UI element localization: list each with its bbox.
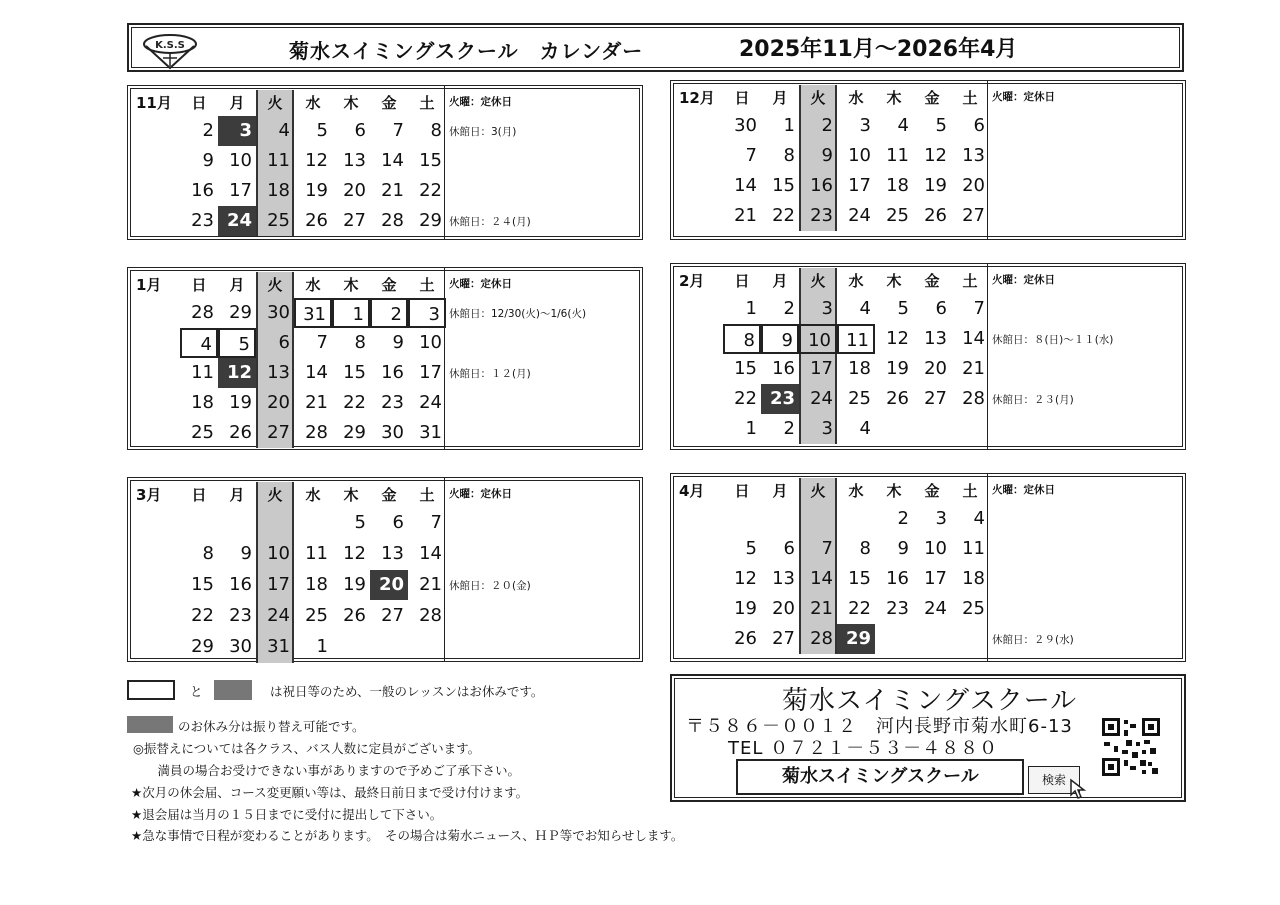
day-cell: 20	[962, 175, 985, 196]
day-cell: 28	[962, 388, 985, 409]
day-cell: 25	[305, 605, 328, 626]
day-cell: 4	[973, 508, 985, 529]
day-cell: 2	[783, 298, 795, 319]
day-cell: 20	[370, 570, 408, 600]
day-cell: 8	[859, 538, 871, 559]
school-info-box	[670, 674, 1186, 802]
tuesday-closed-note: 火曜：定休日	[992, 484, 1055, 496]
day-cell: 22	[343, 392, 366, 413]
logo-text: K.S.S	[155, 40, 185, 51]
day-cell: 15	[191, 574, 214, 595]
day-cell: 30	[267, 302, 290, 323]
day-cell: 14	[381, 150, 404, 171]
day-cell: 25	[267, 210, 290, 231]
day-cell: 21	[419, 574, 442, 595]
month-calendar-mar	[127, 477, 643, 662]
day-cell: 8	[430, 120, 442, 141]
closure-note: 休館日：3(月)	[449, 126, 517, 138]
day-cell: 16	[886, 568, 909, 589]
day-cell: 25	[886, 205, 909, 226]
day-cell	[799, 504, 837, 534]
day-cell: 12	[924, 145, 947, 166]
weekday-header: 土	[419, 276, 435, 294]
tuesday-closed-note: 火曜：定休日	[992, 91, 1055, 103]
day-cell: 20	[772, 598, 795, 619]
day-cell: 15	[848, 568, 871, 589]
month-label: 4月	[679, 482, 705, 500]
school-address: 〒５８６－００１２ 河内長野市菊水町6-13	[686, 716, 1073, 737]
day-cell: 12	[218, 358, 256, 388]
weekday-header: 金	[381, 94, 397, 112]
search-keyword-box[interactable]: 菊水スイミングスクール	[736, 759, 1024, 795]
day-cell: 7	[316, 332, 328, 353]
notice-line: ★次月の休会届、コース変更願い等は、最終日前日まで受け付けます。	[131, 785, 529, 800]
day-cell	[875, 624, 913, 654]
day-cell	[218, 508, 256, 538]
day-cell: 10	[799, 324, 837, 354]
weekday-header: 金	[924, 482, 940, 500]
weekday-header: 土	[419, 486, 435, 504]
day-cell: 26	[305, 210, 328, 231]
day-cell: 26	[229, 422, 252, 443]
day-cell: 5	[316, 120, 328, 141]
day-cell: 10	[848, 145, 871, 166]
month-label: 11月	[136, 94, 172, 112]
day-cell: 30	[229, 636, 252, 657]
day-cell: 12	[886, 328, 909, 349]
day-cell: 11	[191, 362, 214, 383]
notice-line: ◎振替えについては各クラス、バス人数に定員がございます。	[133, 741, 481, 756]
day-cell: 23	[761, 384, 799, 414]
day-cell: 3	[821, 418, 833, 439]
weekday-header: 水	[848, 272, 864, 290]
closure-notes	[987, 264, 1185, 449]
day-cell: 17	[810, 358, 833, 379]
day-cell	[408, 632, 446, 662]
day-cell: 7	[745, 145, 757, 166]
weekday-header: 月	[772, 482, 788, 500]
weekday-header: 土	[962, 89, 978, 107]
day-cell: 26	[886, 388, 909, 409]
day-cell: 16	[772, 358, 795, 379]
day-cell: 13	[772, 568, 795, 589]
day-cell: 23	[381, 392, 404, 413]
day-cell: 22	[772, 205, 795, 226]
page-title: 菊水スイミングスクール カレンダー	[289, 39, 644, 63]
day-cell	[180, 508, 218, 538]
day-cell: 11	[837, 324, 875, 354]
day-cell: 5	[745, 538, 757, 559]
weekday-header: 木	[343, 94, 359, 112]
day-cell: 19	[924, 175, 947, 196]
weekday-header: 水	[848, 482, 864, 500]
month-calendar-jan	[127, 267, 643, 450]
closure-notes	[444, 478, 642, 661]
day-cell: 10	[419, 332, 442, 353]
day-cell: 25	[191, 422, 214, 443]
day-cell: 27	[924, 388, 947, 409]
day-cell: 7	[821, 538, 833, 559]
day-cell: 15	[419, 150, 442, 171]
notice-line: ★退会届は当月の１５日までに受付に提出して下さい。	[131, 807, 443, 822]
day-cell: 27	[343, 210, 366, 231]
cursor-pointer-icon	[1068, 778, 1090, 800]
day-cell: 22	[734, 388, 757, 409]
day-cell: 13	[381, 543, 404, 564]
day-cell: 13	[267, 362, 290, 383]
day-cell: 2	[897, 508, 909, 529]
day-cell: 14	[810, 568, 833, 589]
day-cell: 15	[343, 362, 366, 383]
day-cell: 21	[810, 598, 833, 619]
weekday-header: 木	[886, 272, 902, 290]
tuesday-closed-note: 火曜：定休日	[449, 488, 512, 500]
day-cell: 11	[305, 543, 328, 564]
day-cell: 21	[305, 392, 328, 413]
school-logo-icon	[141, 32, 199, 70]
legend-swatch-transfer	[127, 716, 173, 733]
day-cell	[875, 414, 913, 444]
weekday-header: 木	[343, 276, 359, 294]
day-cell: 20	[924, 358, 947, 379]
day-cell: 11	[962, 538, 985, 559]
day-cell: 12	[734, 568, 757, 589]
day-cell: 9	[897, 538, 909, 559]
day-cell: 22	[848, 598, 871, 619]
weekday-header: 火	[810, 482, 826, 500]
day-cell: 13	[962, 145, 985, 166]
day-cell: 10	[267, 543, 290, 564]
day-cell: 21	[962, 358, 985, 379]
day-cell: 16	[191, 180, 214, 201]
calendar-header	[127, 23, 1184, 72]
day-cell: 1	[783, 115, 795, 136]
day-cell: 14	[962, 328, 985, 349]
day-cell: 2	[821, 115, 833, 136]
tuesday-closed-note: 火曜：定休日	[449, 278, 512, 290]
day-cell: 13	[343, 150, 366, 171]
legend-swatch-boxed	[127, 680, 175, 700]
weekday-header: 土	[419, 94, 435, 112]
closure-notes	[444, 268, 642, 449]
weekday-header: 土	[962, 272, 978, 290]
day-cell: 24	[924, 598, 947, 619]
day-cell: 16	[810, 175, 833, 196]
day-cell	[837, 504, 875, 534]
day-cell	[913, 624, 951, 654]
day-cell: 21	[734, 205, 757, 226]
day-cell: 19	[886, 358, 909, 379]
day-cell: 14	[419, 543, 442, 564]
weekday-header: 水	[848, 89, 864, 107]
day-cell: 9	[240, 543, 252, 564]
tuesday-closed-note: 火曜：定休日	[449, 96, 512, 108]
day-cell: 24	[810, 388, 833, 409]
closure-note: 休館日：２３(月)	[992, 394, 1074, 406]
month-calendar-feb	[670, 263, 1186, 450]
tuesday-closed-note: 火曜：定休日	[992, 274, 1055, 286]
day-cell: 3	[935, 508, 947, 529]
weekday-header: 火	[810, 272, 826, 290]
weekday-header: 金	[924, 272, 940, 290]
day-cell: 18	[305, 574, 328, 595]
day-cell: 18	[962, 568, 985, 589]
day-cell	[332, 632, 370, 662]
day-cell: 28	[305, 422, 328, 443]
day-cell: 25	[962, 598, 985, 619]
school-tel: TEL ０７２１－５３－４８８０	[728, 738, 999, 759]
day-cell: 11	[267, 150, 290, 171]
closure-note: 休館日：２９(水)	[992, 634, 1074, 646]
day-cell: 14	[305, 362, 328, 383]
month-label: 12月	[679, 89, 715, 107]
month-label: 3月	[136, 486, 162, 504]
day-cell: 24	[218, 206, 256, 236]
legend-to: と	[190, 684, 203, 699]
day-cell: 5	[897, 298, 909, 319]
closure-notes	[987, 81, 1185, 239]
day-cell: 29	[837, 624, 875, 654]
month-label: 1月	[136, 276, 162, 294]
day-cell: 18	[886, 175, 909, 196]
day-cell: 4	[859, 418, 871, 439]
weekday-header: 火	[810, 89, 826, 107]
day-cell: 10	[924, 538, 947, 559]
weekday-header: 月	[229, 276, 245, 294]
day-cell: 23	[886, 598, 909, 619]
day-cell: 1	[745, 298, 757, 319]
weekday-header: 水	[305, 486, 321, 504]
day-cell: 9	[761, 324, 799, 354]
day-cell: 14	[734, 175, 757, 196]
day-cell: 16	[381, 362, 404, 383]
day-cell: 8	[354, 332, 366, 353]
day-cell: 3	[859, 115, 871, 136]
day-cell: 19	[343, 574, 366, 595]
day-cell: 31	[419, 422, 442, 443]
month-calendar-dec	[670, 80, 1186, 240]
day-cell: 20	[267, 392, 290, 413]
day-cell: 26	[924, 205, 947, 226]
day-cell	[723, 504, 761, 534]
day-cell: 4	[278, 120, 290, 141]
day-cell: 6	[783, 538, 795, 559]
day-cell: 23	[810, 205, 833, 226]
weekday-header: 日	[734, 272, 750, 290]
day-cell: 15	[734, 358, 757, 379]
day-cell: 24	[267, 605, 290, 626]
day-cell: 2	[370, 298, 408, 328]
school-name: 菊水スイミングスクール	[782, 686, 1078, 716]
day-cell: 22	[419, 180, 442, 201]
day-cell: 29	[229, 302, 252, 323]
legend-holiday-text: は祝日等のため、一般のレッスンはお休みです。	[270, 684, 544, 699]
day-cell: 5	[218, 328, 256, 358]
day-cell	[294, 508, 332, 538]
day-cell	[370, 632, 408, 662]
closure-note: 休館日：１２(月)	[449, 368, 531, 380]
day-cell: 18	[848, 358, 871, 379]
day-cell: 5	[935, 115, 947, 136]
weekday-header: 金	[924, 89, 940, 107]
day-cell: 17	[267, 574, 290, 595]
day-cell: 28	[419, 605, 442, 626]
month-calendar-nov	[127, 85, 643, 240]
closure-notes	[987, 474, 1185, 661]
day-cell: 4	[180, 328, 218, 358]
day-cell: 19	[229, 392, 252, 413]
day-cell: 3	[821, 298, 833, 319]
day-cell: 6	[392, 512, 404, 533]
day-cell: 10	[229, 150, 252, 171]
day-cell: 9	[392, 332, 404, 353]
day-cell: 12	[305, 150, 328, 171]
day-cell: 7	[430, 512, 442, 533]
day-cell: 7	[973, 298, 985, 319]
day-cell: 23	[191, 210, 214, 231]
day-cell: 28	[381, 210, 404, 231]
day-cell: 27	[772, 628, 795, 649]
weekday-header: 土	[962, 482, 978, 500]
day-cell: 9	[202, 150, 214, 171]
day-cell: 8	[783, 145, 795, 166]
day-cell: 31	[267, 636, 290, 657]
day-cell: 19	[734, 598, 757, 619]
day-cell: 3	[218, 116, 256, 146]
closure-notes	[444, 86, 642, 239]
day-cell: 26	[734, 628, 757, 649]
weekday-header: 水	[305, 276, 321, 294]
day-cell: 6	[935, 298, 947, 319]
day-cell: 27	[267, 422, 290, 443]
day-cell: 2	[783, 418, 795, 439]
day-cell	[951, 414, 989, 444]
weekday-header: 日	[191, 94, 207, 112]
day-cell: 29	[419, 210, 442, 231]
month-calendar-apr	[670, 473, 1186, 662]
weekday-header: 木	[886, 482, 902, 500]
day-cell: 29	[191, 636, 214, 657]
day-cell: 17	[419, 362, 442, 383]
notice-line: 満員の場合お受けできない事がありますので予めご了承下さい。	[145, 763, 521, 778]
day-cell	[913, 414, 951, 444]
weekday-header: 火	[267, 486, 283, 504]
day-cell: 3	[408, 298, 446, 328]
day-cell: 17	[229, 180, 252, 201]
day-cell: 18	[191, 392, 214, 413]
day-cell: 1	[745, 418, 757, 439]
calendar-range: 2025年11月～2026年4月	[739, 37, 1018, 62]
day-cell: 15	[772, 175, 795, 196]
day-cell: 6	[278, 332, 290, 353]
day-cell: 30	[734, 115, 757, 136]
weekday-header: 日	[734, 482, 750, 500]
day-cell: 29	[343, 422, 366, 443]
day-cell: 8	[202, 543, 214, 564]
day-cell	[761, 504, 799, 534]
day-cell: 25	[848, 388, 871, 409]
day-cell: 19	[305, 180, 328, 201]
qr-code-icon	[1102, 718, 1160, 776]
day-cell: 26	[343, 605, 366, 626]
day-cell: 6	[354, 120, 366, 141]
day-cell: 4	[897, 115, 909, 136]
weekday-header: 火	[267, 94, 283, 112]
day-cell: 1	[316, 636, 328, 657]
weekday-header: 木	[343, 486, 359, 504]
day-cell: 13	[924, 328, 947, 349]
month-label: 2月	[679, 272, 705, 290]
search-button[interactable]: 検索	[1028, 766, 1080, 794]
day-cell: 17	[924, 568, 947, 589]
legend-transfer-text: のお休み分は振り替え可能です。	[178, 719, 365, 734]
weekday-header: 月	[229, 94, 245, 112]
day-cell: 8	[723, 324, 761, 354]
day-cell: 12	[343, 543, 366, 564]
weekday-header: 日	[191, 486, 207, 504]
day-cell: 7	[392, 120, 404, 141]
closure-note: 休館日：２０(金)	[449, 580, 531, 592]
weekday-header: 月	[229, 486, 245, 504]
closure-note: 休館日：12/30(火)～1/6(火)	[449, 308, 587, 320]
closure-note: 休館日：８(日)～１１(水)	[992, 334, 1114, 346]
day-cell: 28	[191, 302, 214, 323]
day-cell: 22	[191, 605, 214, 626]
day-cell: 24	[419, 392, 442, 413]
day-cell: 9	[821, 145, 833, 166]
weekday-header: 木	[886, 89, 902, 107]
day-cell: 30	[381, 422, 404, 443]
day-cell: 23	[229, 605, 252, 626]
day-cell: 4	[859, 298, 871, 319]
weekday-header: 金	[381, 486, 397, 504]
day-cell: 27	[381, 605, 404, 626]
day-cell: 31	[294, 298, 332, 328]
day-cell: 20	[343, 180, 366, 201]
day-cell	[256, 508, 294, 538]
day-cell: 11	[886, 145, 909, 166]
weekday-header: 月	[772, 272, 788, 290]
weekday-header: 水	[305, 94, 321, 112]
day-cell: 17	[848, 175, 871, 196]
day-cell: 28	[810, 628, 833, 649]
day-cell: 2	[202, 120, 214, 141]
notice-line: ★急な事情で日程が変わることがあります。 その場合は菊水ニュース、ＨＰ等でお知らせします。	[131, 828, 684, 843]
weekday-header: 日	[191, 276, 207, 294]
weekday-header: 金	[381, 276, 397, 294]
day-cell: 16	[229, 574, 252, 595]
day-cell: 5	[354, 512, 366, 533]
weekday-header: 火	[267, 276, 283, 294]
day-cell: 27	[962, 205, 985, 226]
closure-note: 休館日：２４(月)	[449, 216, 531, 228]
day-cell	[951, 624, 989, 654]
day-cell: 6	[973, 115, 985, 136]
day-cell: 1	[332, 298, 370, 328]
day-cell: 21	[381, 180, 404, 201]
weekday-header: 月	[772, 89, 788, 107]
legend-swatch-gray	[214, 680, 252, 700]
day-cell: 18	[267, 180, 290, 201]
day-cell: 24	[848, 205, 871, 226]
weekday-header: 日	[734, 89, 750, 107]
